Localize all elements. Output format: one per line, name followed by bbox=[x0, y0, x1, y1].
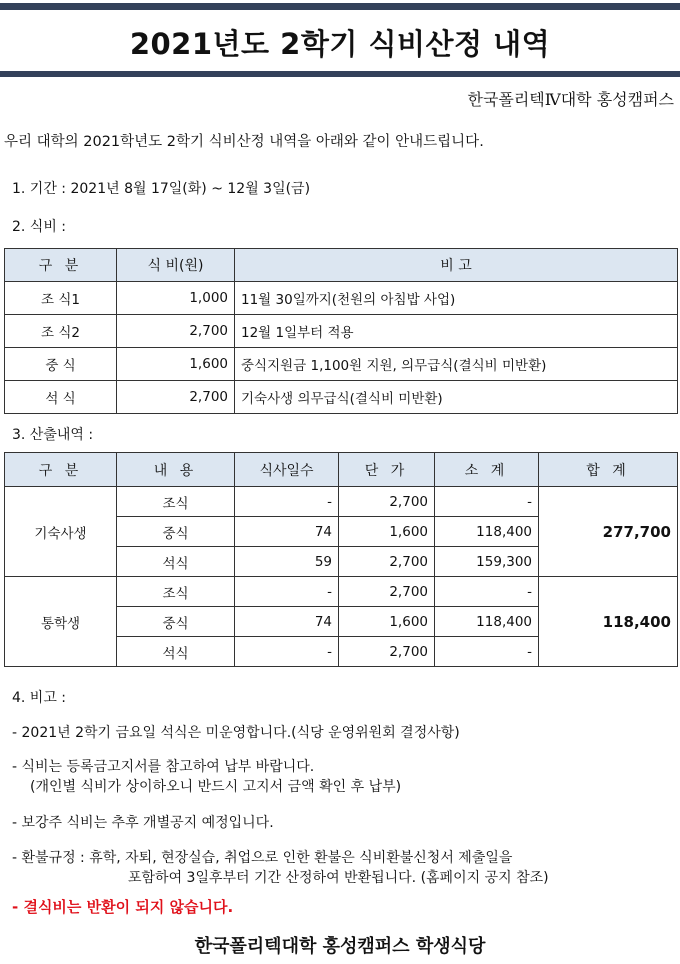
meal-price: 2,700 bbox=[117, 315, 235, 348]
subtotal: - bbox=[435, 637, 539, 667]
table-row bbox=[5, 381, 678, 414]
remark-line: 포함하여 3일후부터 기간 산정하여 반환됩니다. (홈페이지 공지 참조) bbox=[128, 870, 549, 886]
meal-days: 74 bbox=[235, 607, 339, 637]
remark-line: - 보강주 식비는 추후 개별공지 예정입니다. bbox=[12, 815, 274, 831]
meal-days: 74 bbox=[235, 517, 339, 547]
campus-name: 한국폴리텍Ⅳ대학 홍성캠퍼스 bbox=[467, 90, 674, 109]
meal-price-table bbox=[4, 248, 678, 414]
table-header-row bbox=[5, 249, 678, 282]
meal-note: 기숙사생 의무급식(결식비 미반환) bbox=[235, 381, 678, 414]
group-total: 277,700 bbox=[539, 487, 678, 577]
no-refund-warning: - 결식비는 반환이 되지 않습니다. bbox=[12, 898, 234, 916]
meal-note: 12월 1일부터 적용 bbox=[235, 315, 678, 348]
page-title: 2021년도 2학기 식비산정 내역 bbox=[129, 27, 551, 61]
meal-price: 1,000 bbox=[117, 282, 235, 315]
meal-price-label: 2. 식비 : bbox=[12, 219, 67, 235]
meal-days: - bbox=[235, 577, 339, 607]
meal-type: 조 식1 bbox=[5, 282, 117, 315]
group-total: 118,400 bbox=[539, 577, 678, 667]
remarks-label: 4. 비고 : bbox=[12, 690, 67, 706]
table-row bbox=[5, 487, 678, 517]
unit-price: 2,700 bbox=[339, 577, 435, 607]
header-cell: 식사일수 bbox=[235, 453, 339, 487]
meal-price: 2,700 bbox=[117, 381, 235, 414]
subtotal: 118,400 bbox=[435, 517, 539, 547]
meal-note: 11월 30일까지(천원의 아침밥 사업) bbox=[235, 282, 678, 315]
meal-days: - bbox=[235, 637, 339, 667]
period-label: 1. 기간 : 2021년 8월 17일(화) ~ 12월 3일(금) bbox=[12, 181, 311, 197]
meal-item: 석식 bbox=[117, 547, 235, 577]
meal-item: 중식 bbox=[117, 517, 235, 547]
unit-price: 2,700 bbox=[339, 637, 435, 667]
table-row bbox=[5, 577, 678, 607]
meal-note: 중식지원금 1,100원 지원, 의무급식(결식비 미반환) bbox=[235, 348, 678, 381]
subtotal: 159,300 bbox=[435, 547, 539, 577]
subtotal: - bbox=[435, 487, 539, 517]
remark-line: - 환불규정 : 휴학, 자퇴, 현장실습, 취업으로 인한 환불은 식비환불신청서 제출일을 bbox=[12, 850, 513, 866]
unit-price: 1,600 bbox=[339, 607, 435, 637]
table-row bbox=[5, 348, 678, 381]
unit-price: 1,600 bbox=[339, 517, 435, 547]
header-cell: 합 계 bbox=[539, 453, 678, 487]
footer-text: 한국폴리텍대학 홍성캠퍼스 학생식당 bbox=[194, 936, 486, 957]
header-cell: 비 고 bbox=[235, 249, 678, 282]
remark-line: - 2021년 2학기 금요일 석식은 미운영합니다.(식당 운영위원회 결정사항) bbox=[12, 725, 460, 741]
subtotal: 118,400 bbox=[435, 607, 539, 637]
header-cell: 구 분 bbox=[5, 453, 117, 487]
table-header-row bbox=[5, 453, 678, 487]
remark-line: (개인별 식비가 상이하오니 반드시 고지서 금액 확인 후 납부) bbox=[30, 779, 402, 795]
meal-type: 석 식 bbox=[5, 381, 117, 414]
unit-price: 2,700 bbox=[339, 487, 435, 517]
meal-price: 1,600 bbox=[117, 348, 235, 381]
header-cell: 단 가 bbox=[339, 453, 435, 487]
header-cell: 식 비(원) bbox=[117, 249, 235, 282]
header-cell: 소 계 bbox=[435, 453, 539, 487]
remark-line: - 식비는 등록금고지서를 참고하여 납부 바랍니다. bbox=[12, 759, 315, 775]
calculation-label: 3. 산출내역 : bbox=[12, 427, 94, 443]
meal-type: 조 식2 bbox=[5, 315, 117, 348]
table-row bbox=[5, 315, 678, 348]
meal-type: 중 식 bbox=[5, 348, 117, 381]
meal-item: 조식 bbox=[117, 487, 235, 517]
group-name: 기숙사생 bbox=[5, 487, 117, 577]
top-bar bbox=[0, 3, 680, 10]
meal-item: 석식 bbox=[117, 637, 235, 667]
meal-item: 조식 bbox=[117, 577, 235, 607]
table-row bbox=[5, 282, 678, 315]
subtotal: - bbox=[435, 577, 539, 607]
meal-item: 중식 bbox=[117, 607, 235, 637]
group-name: 통학생 bbox=[5, 577, 117, 667]
meal-days: 59 bbox=[235, 547, 339, 577]
intro-text: 우리 대학의 2021학년도 2학기 식비산정 내역을 아래와 같이 안내드립니다. bbox=[4, 134, 484, 150]
title-underline-bar bbox=[0, 71, 680, 77]
meal-days: - bbox=[235, 487, 339, 517]
unit-price: 2,700 bbox=[339, 547, 435, 577]
header-cell: 구 분 bbox=[5, 249, 117, 282]
calculation-table bbox=[4, 452, 678, 667]
header-cell: 내 용 bbox=[117, 453, 235, 487]
